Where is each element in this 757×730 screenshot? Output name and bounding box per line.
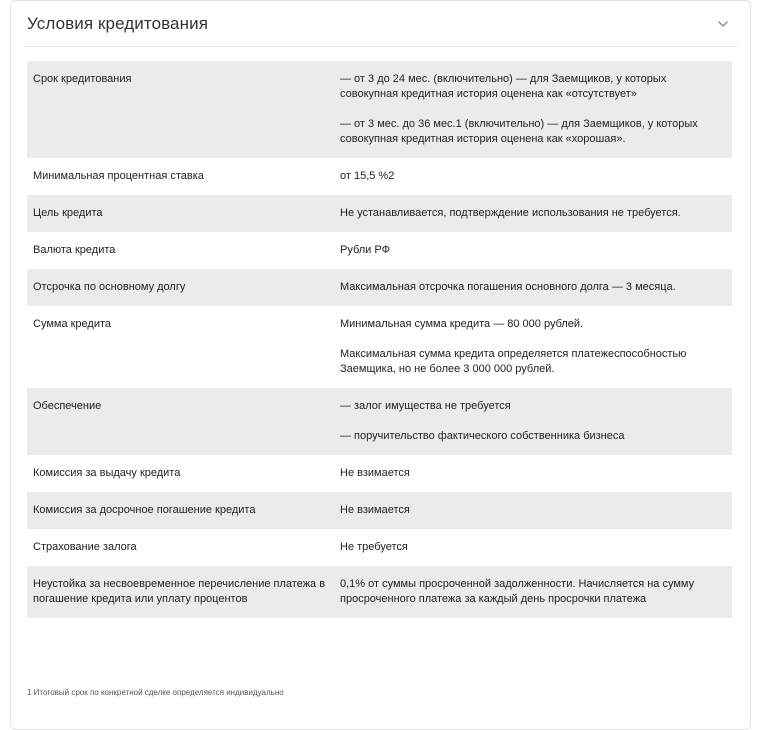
table-row [27,388,732,455]
table-row [27,195,732,232]
table-row [27,455,732,492]
footnote: 1 Итоговый срок по конкретной сделке определяется индивидуально [27,688,284,697]
row-value-line: — от 3 мес. до 36 мес.1 (включительно) — для Заемщиков, у которых совокупная кредитная история оценена как «хорошая». [340,118,698,145]
table-row [27,492,732,529]
row-label: Срок кредитования [33,73,132,85]
row-value [340,317,732,377]
row-label: Сумма кредита [33,318,112,330]
row-value-line: 0,1% от суммы просроченной задолженности. Начисляется на сумму просроченного платежа за каждый день просрочки платежа [340,578,695,605]
section-header[interactable] [24,1,737,47]
row-value-line: Не взимается [340,467,410,479]
row-value-line: Рубли РФ [340,244,390,256]
row-label: Комиссия за досрочное погашение кредита [33,504,256,516]
row-label: Комиссия за выдачу кредита [33,467,181,479]
row-value [340,280,732,295]
table-row [27,269,732,306]
row-value [340,577,732,607]
row-value [340,399,732,444]
row-value [340,72,732,147]
row-value-line: Минимальная сумма кредита — 80 000 рублей. [340,318,584,330]
table-row [27,529,732,566]
table-row [27,306,732,388]
row-label: Отсрочка по основному долгу [33,281,186,293]
row-value [340,540,732,555]
table-row [27,158,732,195]
table-row [27,232,732,269]
row-value [340,206,732,221]
row-value [340,466,732,481]
table-row [27,566,732,618]
row-value-line: Не взимается [340,504,410,516]
row-label: Минимальная процентная ставка [33,170,204,182]
row-value-line: Максимальная сумма кредита определяется платежеспособностью Заемщика, но не более 3 000 000 рублей. [340,348,687,375]
row-value-line: Не устанавливается, подтверждение использования не требуется. [340,207,681,219]
row-value-line: — поручительство фактического собственника бизнеса [340,430,625,442]
row-label: Страхование залога [33,541,137,553]
row-value [340,503,732,518]
row-value [340,243,732,258]
row-label: Обеспечение [33,400,102,412]
row-value-line: Не требуется [340,541,408,553]
row-value [340,169,732,184]
row-label: Цель кредита [33,207,103,219]
section-title: Условия кредитования [27,14,209,33]
chevron-down-icon[interactable] [715,16,731,32]
row-value-line: Максимальная отсрочка погашения основного долга — 3 месяца. [340,281,676,293]
row-label: Валюта кредита [33,244,116,256]
table-row [27,61,732,158]
row-value-line: от 15,5 %2 [340,170,395,182]
row-value-line: — от 3 до 24 мес. (включительно) — для Заемщиков, у которых совокупная кредитная история оценена как «отсутствует» [340,73,667,100]
row-value-line: — залог имущества не требуется [340,400,511,412]
row-label: Неустойка за несвоевременное перечисление платежа в погашение кредита или уплату процентов [33,578,326,605]
terms-table [27,61,732,618]
